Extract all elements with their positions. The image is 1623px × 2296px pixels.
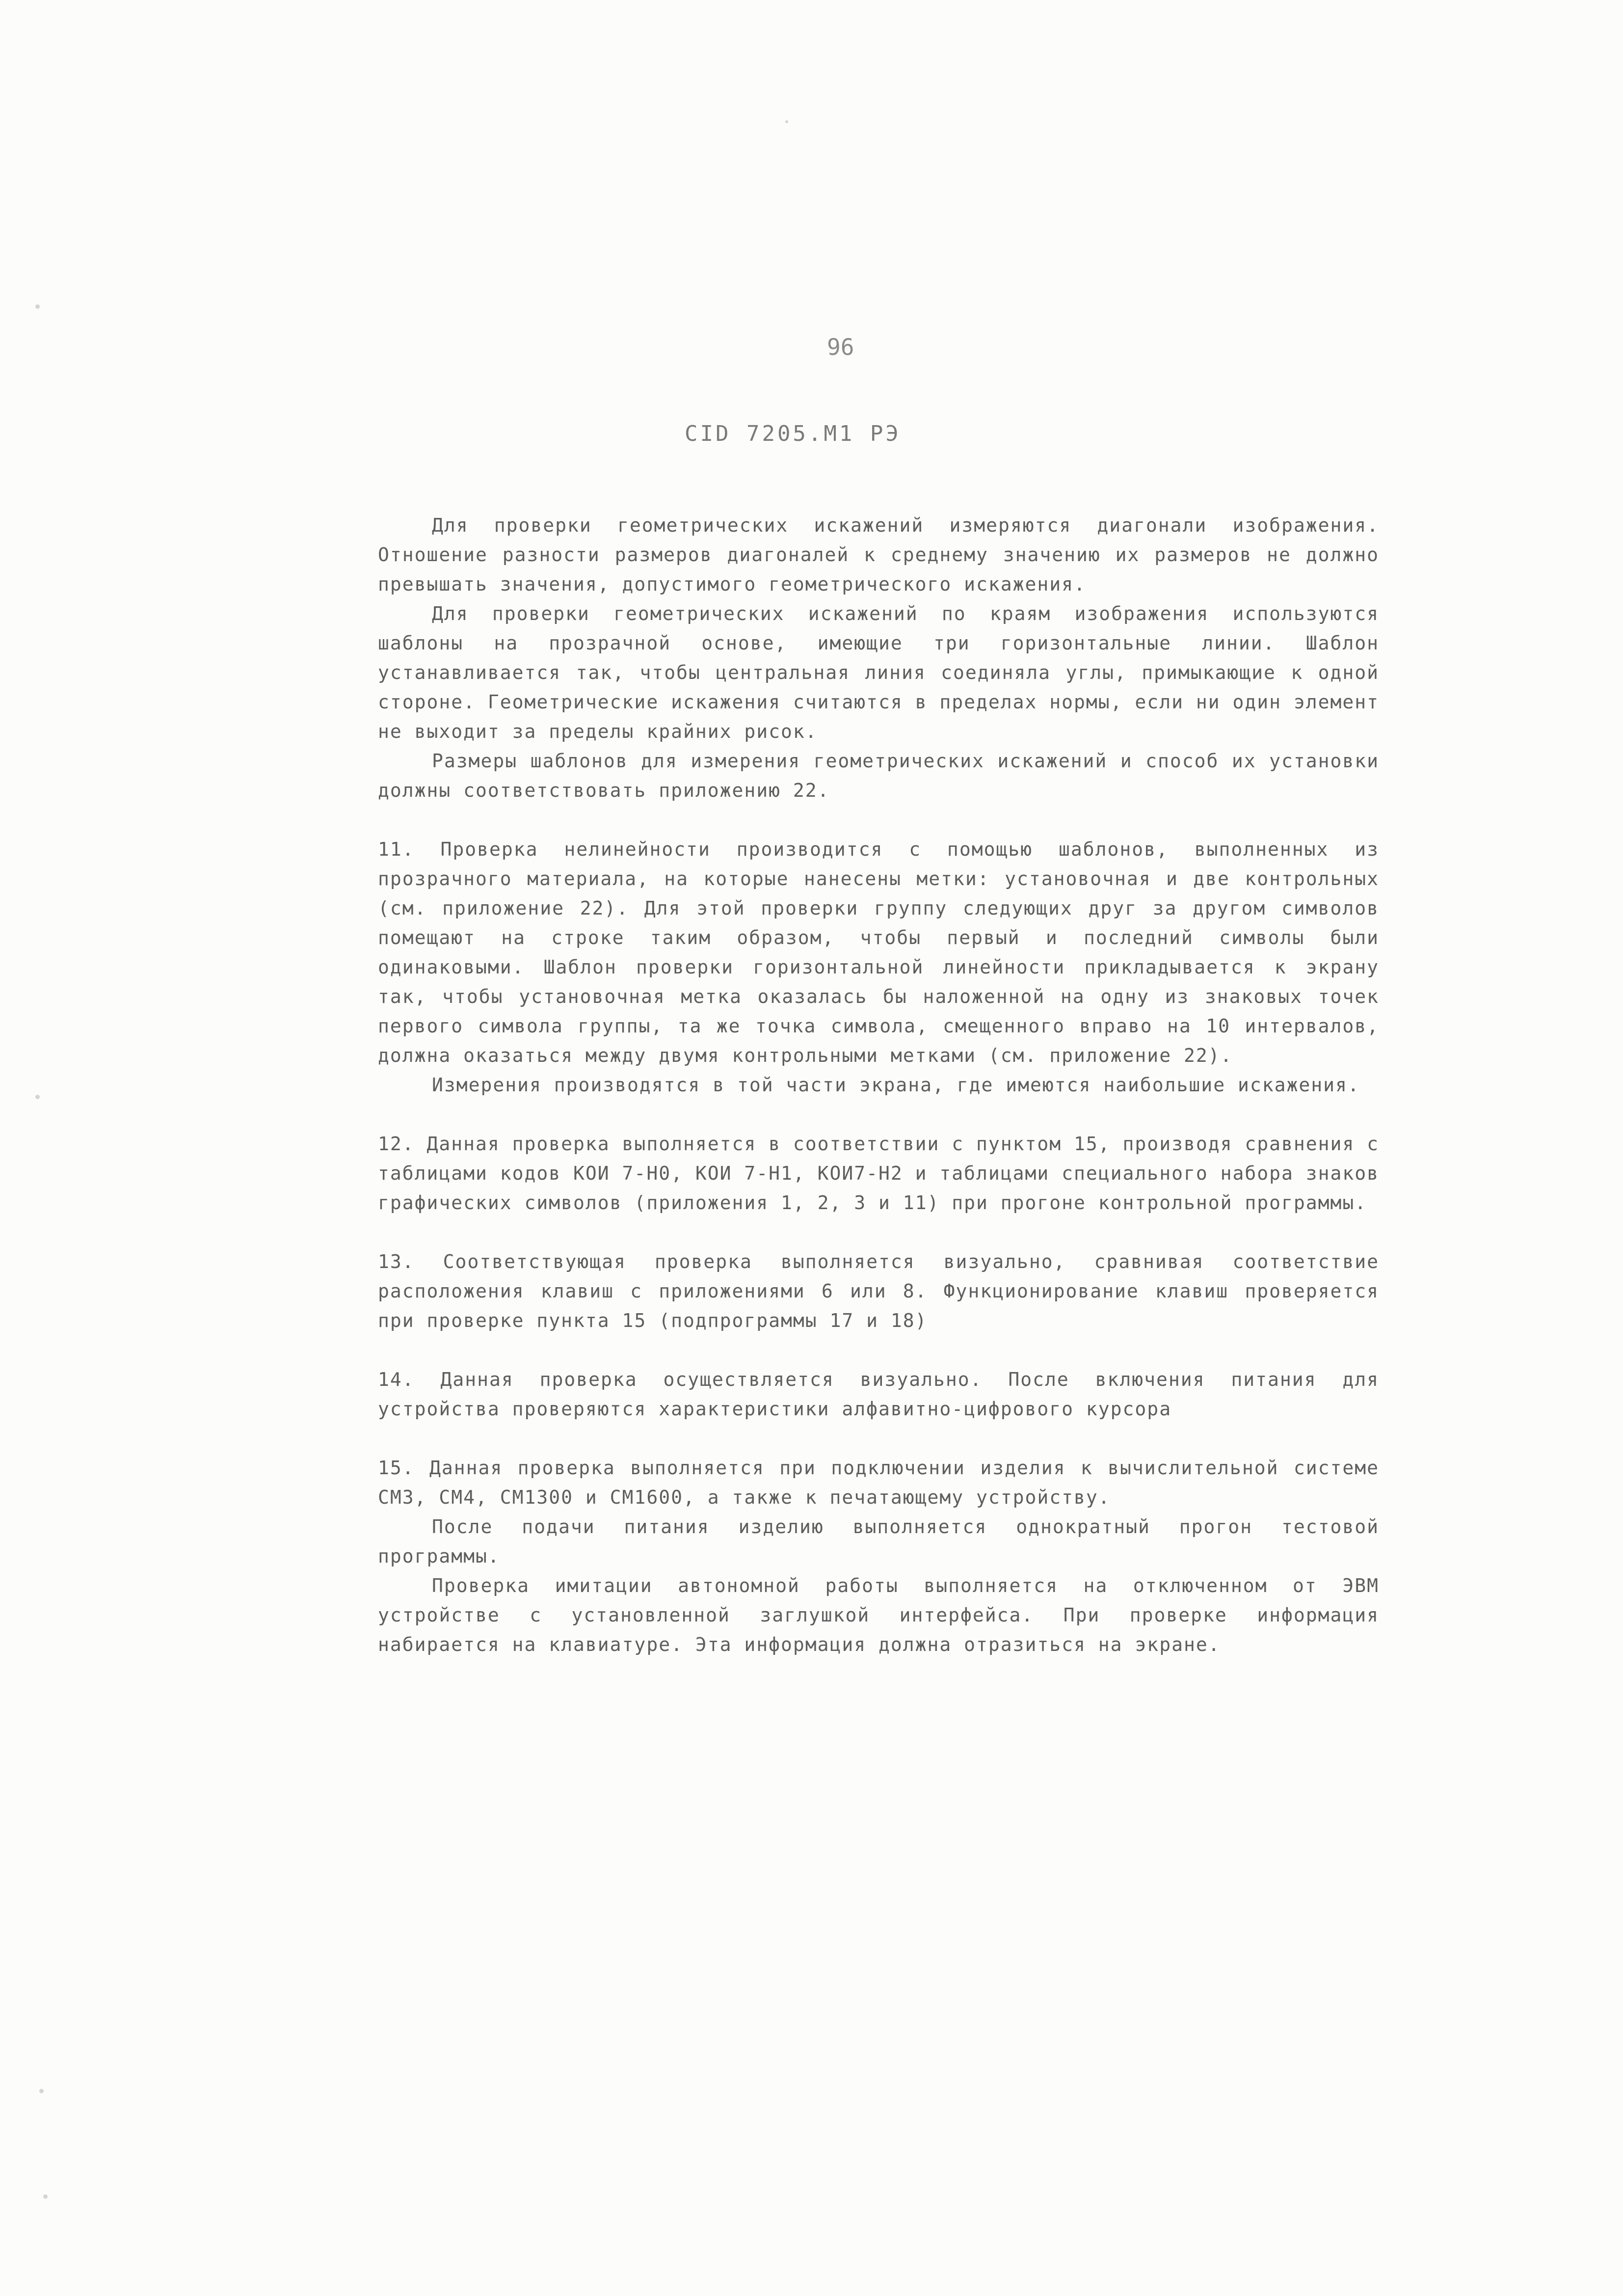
document-code: СID 7205.М1 РЭ [685, 421, 901, 446]
paragraph-template-sizes: Размеры шаблонов для измерения геометрических искажений и способ их установки должны соответствовать приложению 22. [378, 750, 1379, 801]
paragraph-diagonals: Для проверки геометрических искажений измеряются диагонали изображения. Отношение разности размеров диагоналей к среднему значению их размеров не должно превышать значения, допустимого геометрического искажения. [378, 514, 1379, 595]
paragraph-item-12: 12. Данная проверка выполняется в соответствии с пунктом 15, производя сравнения с таблицами кодов КОИ 7-Н0, КОИ 7-Н1, КОИ7-Н2 и таблицами специального набора знаков графических символов (приложения 1, 2, 3 и 11) при прогоне контрольной программы. [378, 1133, 1379, 1214]
paragraph-measurements: Измерения производятся в той части экрана, где имеются наибольшие искажения. [432, 1074, 1360, 1096]
scan-speck [35, 304, 40, 309]
page-number: 96 [827, 334, 854, 360]
scan-speck [39, 2089, 44, 2093]
paragraph-item-13: 13. Соответствующая проверка выполняется визуально, сравнивая соответствие расположения клавиш с приложениями 6 или 8. Функционирование клавиш проверяется при проверке пункта 15 (подпрограммы 17 и 18) [378, 1251, 1379, 1331]
document-body [378, 511, 1379, 1659]
paragraph-item-14: 14. Данная проверка осуществляется визуально. После включения питания для устройства проверяются характеристики алфавитно-цифрового курсора [378, 1369, 1379, 1420]
scan-speck [785, 120, 788, 123]
scan-speck [43, 2194, 48, 2199]
paragraph-power-on: После подачи питания изделию выполняется однократный прогон тестовой программы. [378, 1516, 1379, 1567]
scan-speck [35, 1095, 40, 1099]
paragraph-item-11: 11. Проверка нелинейности производится с помощью шаблонов, выполненных из прозрачного материала, на которые нанесены метки: установочная и две контрольных (см. приложение 22). Для этой проверки группу следующих друг за другом символов помещают на строке таким образом, чтобы первый и последний символы были одинаковыми. Шаблон проверки горизонтальной линейности прикладывается к экрану так, чтобы установочная метка оказалась бы наложенной на одну из знаковых точек первого символа группы, та же точка символа, смещенного вправо на 10 интервалов, должна оказаться между двумя контрольными метками (см. приложение 22). [378, 838, 1379, 1066]
paragraph-item-15: 15. Данная проверка выполняется при подключении изделия к вычислительной системе СМ3, СМ4, СМ1300 и СМ1600, а также к печатающему устройству. [378, 1457, 1379, 1508]
paragraph-autonomous: Проверка имитации автономной работы выполняется на отключенном от ЭВМ устройстве с установленной заглушкой интерфейса. При проверке информация набирается на клавиатуре. Эта информация должна отразиться на экране. [378, 1575, 1379, 1655]
paragraph-edge-distortion: Для проверки геометрических искажений по краям изображения используются шаблоны на прозрачной основе, имеющие три горизонтальные линии. Шаблон устанавливается так, чтобы центральная линия соединяла углы, примыкающие к одной стороне. Геометрические искажения считаются в пределах нормы, если ни один элемент не выходит за пределы крайних рисок. [378, 603, 1379, 742]
